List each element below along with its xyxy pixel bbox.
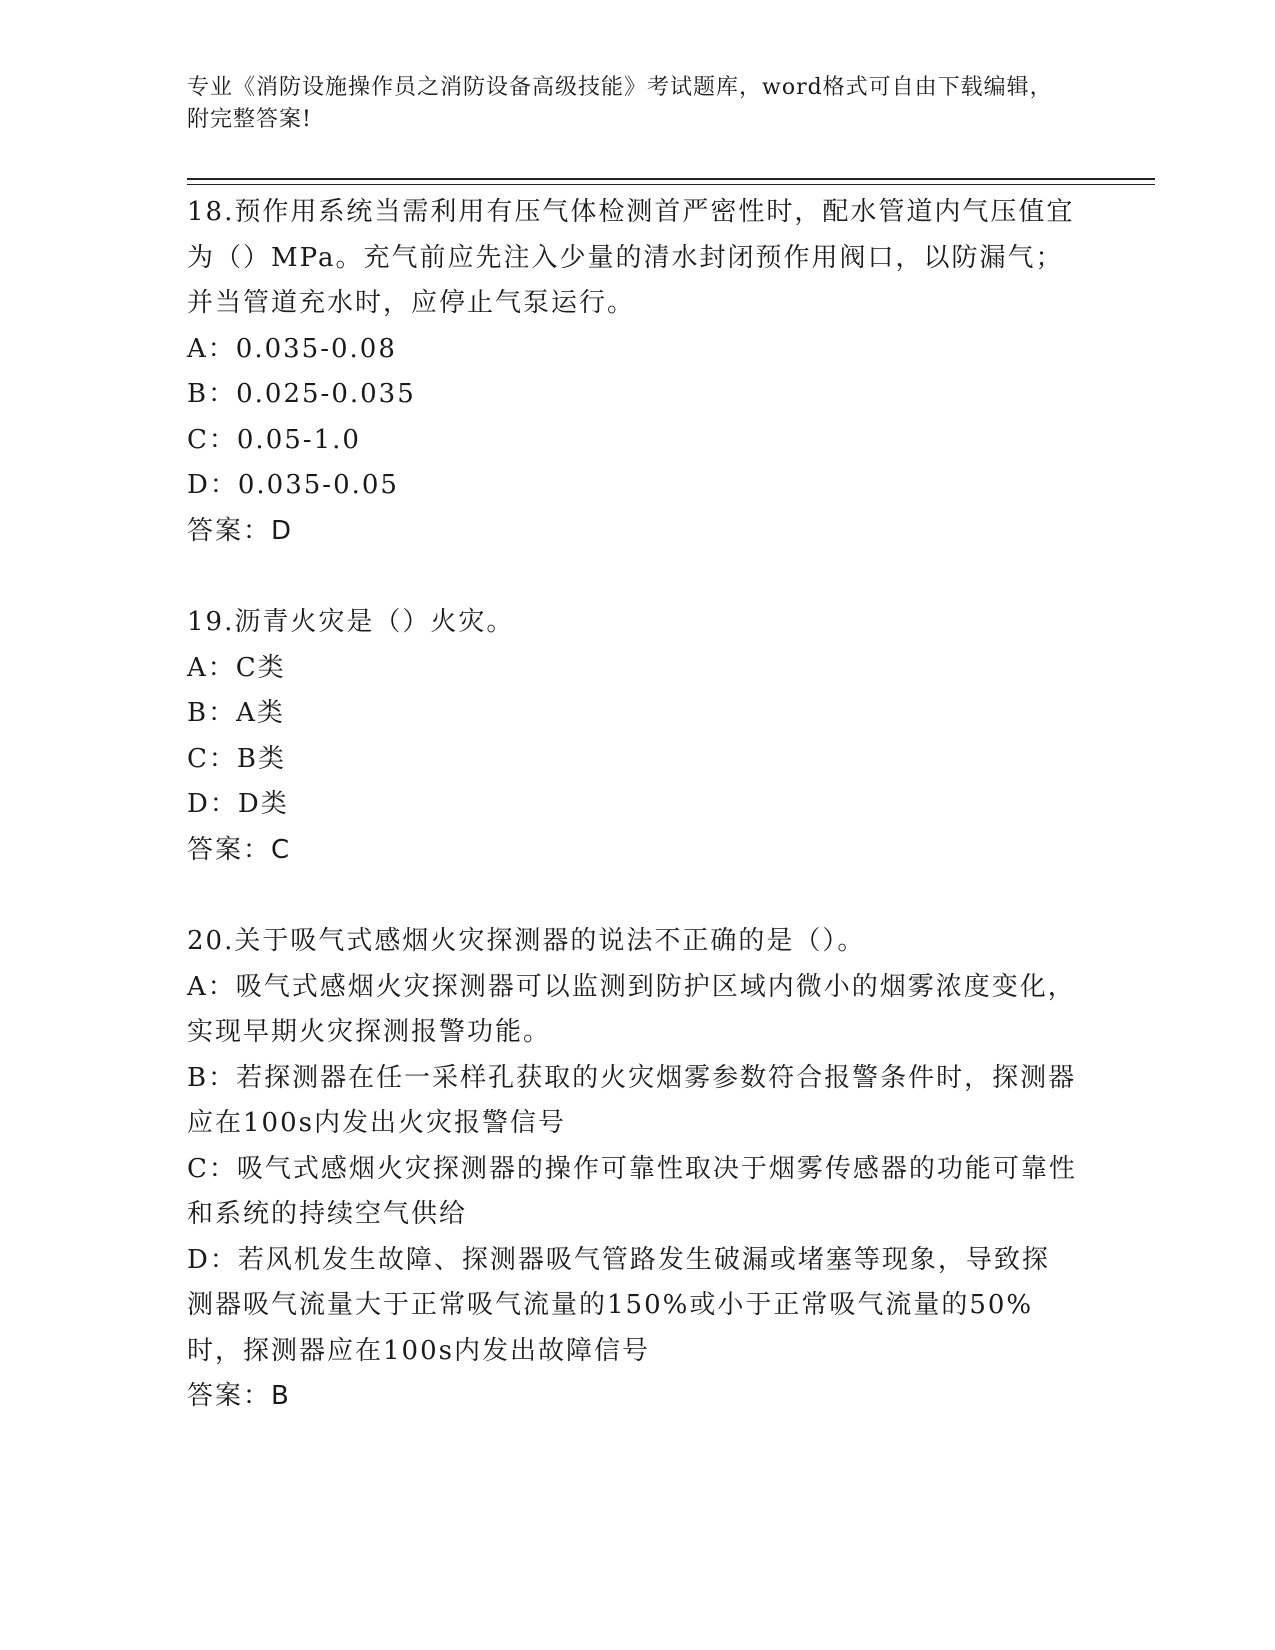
question-18 xyxy=(187,190,1077,554)
option-c: C：0.05-1.0 xyxy=(187,424,361,455)
answer-line: 答案：C xyxy=(187,834,292,865)
option-b: B：A类 xyxy=(187,698,285,728)
answer-line: 答案：B xyxy=(187,1381,291,1411)
option-c: C：吸气式感烟火灾探测器的操作可靠性取决于烟雾传感器的功能可靠性和系统的持续空气供给 xyxy=(187,1153,1077,1229)
question-20 xyxy=(187,919,1077,1420)
question-list xyxy=(187,190,1077,1466)
header-divider-thick xyxy=(187,178,1155,180)
option-d: D：D类 xyxy=(187,789,289,819)
option-a: A：0.035-0.08 xyxy=(187,333,397,364)
question-stem: 20.关于吸气式感烟火灾探测器的说法不正确的是（）。 xyxy=(187,926,866,956)
question-stem: 18.预作用系统当需利用有压气体检测首严密性时，配水管道内气压值宜为（）MPa。充气前应先注入少量的清水封闭预作用阀口，以防漏气；并当管道充水时，应停止气泵运行。 xyxy=(187,197,1075,318)
answer-line: 答案：D xyxy=(187,515,294,546)
option-c: C：B类 xyxy=(187,743,287,774)
option-d: D：0.035-0.05 xyxy=(187,470,399,500)
option-b: B：若探测器在任一采样孔获取的火灾烟雾参数符合报警条件时，探测器应在100s内发出火灾报警信号 xyxy=(187,1062,1077,1138)
option-a: A：吸气式感烟火灾探测器可以监测到防护区域内微小的烟雾浓度变化，实现早期火灾探测报警功能。 xyxy=(187,971,1076,1047)
header-divider-thin xyxy=(187,184,1155,185)
option-b: B：0.025-0.035 xyxy=(187,379,416,409)
document-header: 专业《消防设施操作员之消防设备高级技能》考试题库，word格式可自由下载编辑，附完整答案! xyxy=(187,75,1053,132)
question-19 xyxy=(187,600,1077,873)
option-a: A：C类 xyxy=(187,652,286,683)
question-stem: 19.沥青火灾是（）火灾。 xyxy=(187,607,515,637)
option-d: D：若风机发生故障、探测器吸气管路发生破漏或堵塞等现象，导致探测器吸气流量大于正常吸气流量的150%或小于正常吸气流量的50%时，探测器应在100s内发出故障信号 xyxy=(187,1244,1050,1366)
